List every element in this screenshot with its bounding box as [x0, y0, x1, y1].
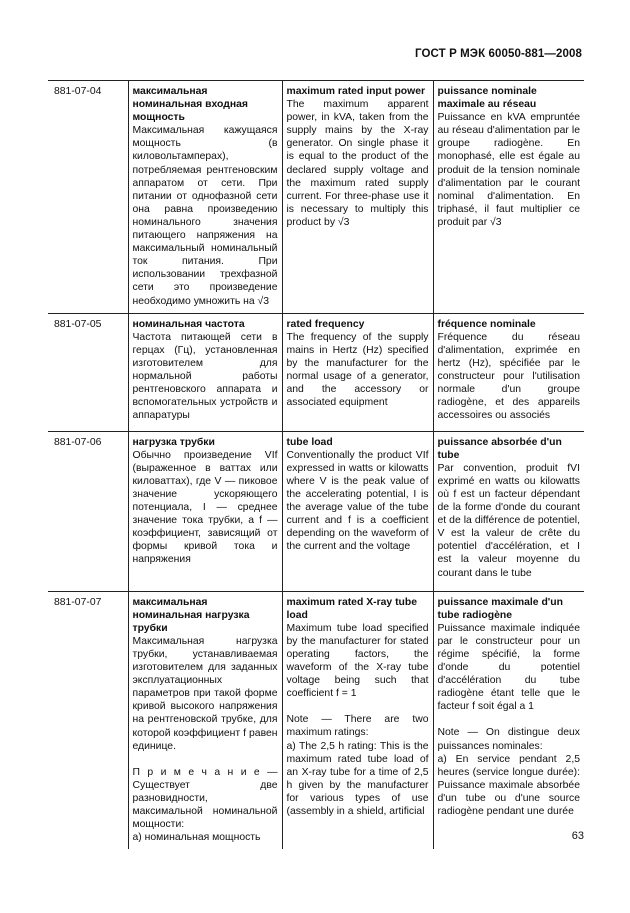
- en-note-item: a) The 2,5 h rating: This is the maximum rated tube load of an X-ray tube for a time of 2,5 h given by the manufacturer for various types of use (assembly in a shield, artificial: [286, 740, 429, 817]
- en-definition: Conventionally the product VIf expressed in watts or kilowatts where V is the peak value of the accelerating potential, I is the average value of the tube current and f is a coefficient depending on the waveform of the current and the voltage: [286, 449, 429, 553]
- table-row: [48, 591, 584, 849]
- ru-note: П р и м е ч а н и е — Существует две разновидности, максимальной номинальной мощности:: [132, 766, 278, 831]
- en-cell: [282, 591, 433, 849]
- en-term: tube load: [286, 436, 333, 448]
- ru-cell: [128, 313, 282, 431]
- en-term: maximum rated input power: [286, 86, 426, 97]
- fr-term: fréquence nominale: [437, 318, 536, 330]
- ru-cell: [128, 431, 282, 591]
- ru-cell: [128, 591, 282, 849]
- fr-note-item: a) En service pendant 2,5 heures (service longue durée): Puissance maximale absorbée d'un tube ou d'une source radiogène pendant une durée: [437, 753, 580, 817]
- en-cell: [282, 81, 433, 314]
- ru-definition: Обычно произведение VIf (выраженное в ваттах или киловаттах), где V — пиковое значение ускоряющего потенциала, I — среднее значение тока трубки, а f — коэффициент, зависящий от формы кривой тока и напряжения: [132, 449, 278, 566]
- ru-definition: Максимальная кажущаяся мощность (в киловольтамперах), потребляемая рентгеновским аппаратом от сети. При питании от однофазной сети она равна произведению номинального значения питающего напряжения на максимальный номинальный ток питания. При использовании трехфазной сети это произведение необходимо умножить на √3: [132, 125, 278, 307]
- ru-term: номинальная частота: [132, 318, 245, 330]
- table-row: [48, 81, 584, 314]
- fr-cell: [433, 591, 584, 849]
- fr-definition: Par convention, produit fVI exprimé en watts ou kilowatts où f est un facteur dépendant de la forme d'onde du courant et de la différence de potentiel, V est la valeur de crête du potentiel d'accélération, et I est la valeur moyenne du courant dans le tube: [437, 462, 580, 579]
- ru-term: максимальная номинальная нагрузка трубки: [132, 596, 250, 634]
- table-row: [48, 431, 584, 591]
- fr-term: puissance maximale d'un tube radiogène: [437, 596, 563, 621]
- en-term: maximum rated X-ray tube load: [286, 596, 418, 621]
- ru-term: нагрузка трубки: [132, 436, 215, 448]
- fr-definition: Puissance maximale indiquée par le constructeur pour un régime spécifié, la forme d'onde du potentiel d'accélération du tube radiogène étant telle que le facteur f soit égal a 1: [437, 622, 580, 713]
- fr-note: Note — On distingue deux puissances nominales:: [437, 727, 580, 752]
- fr-cell: [433, 313, 584, 431]
- en-cell: [282, 313, 433, 431]
- en-definition: Maximum tube load specified by the manufacturer for stated operating factors, the waveform of the X-ray tube voltage being such that coefficient f = 1: [286, 622, 429, 700]
- term-code: 881-07-07: [48, 591, 128, 849]
- fr-definition: Puissance en kVA empruntée au réseau d'alimentation par le groupe radiogène. En monophasé, elle est égale au produit de la tension nominale d'alimentation par le courant nominal d'alimentation. En triphasé, il faut multiplier ce produit par √3: [437, 112, 580, 228]
- ru-term: максимальная номинальная входная мощность: [132, 86, 248, 124]
- standard-header: ГОСТ Р МЭК 60050-881—2008: [415, 48, 582, 60]
- fr-cell: [433, 81, 584, 314]
- en-note: Note — There are two maximum ratings:: [286, 714, 429, 739]
- ru-cell: [128, 81, 282, 314]
- en-term: rated frequency: [286, 318, 365, 330]
- ru-definition: Максимальная нагрузка трубки, устанавливаемая изготовителем для заданных эксплуатационных параметров при такой форме кривой высокого напряжения на рентгеновской трубке, для которой коэффициент f равен единице.: [132, 635, 278, 752]
- fr-cell: [433, 431, 584, 591]
- en-cell: [282, 431, 433, 591]
- term-code: 881-07-06: [48, 431, 128, 591]
- terms-table: [48, 80, 584, 849]
- page-number: 63: [571, 830, 584, 842]
- fr-term: puissance nominale maximale au réseau: [437, 86, 537, 111]
- en-definition: The frequency of the supply mains in Hertz (Hz) specified by the manufacturer for the normal usage of a generator, and the accessory or associated equipment: [286, 331, 429, 409]
- term-code: 881-07-05: [48, 313, 128, 431]
- ru-definition: Частота питающей сети в герцах (Гц), установленная изготовителем для нормальной работы рентгеновского аппарата и вспомогательных устройств и аппаратуры: [132, 331, 278, 422]
- fr-term: puissance absorbée d'un tube: [437, 436, 562, 461]
- term-code: 881-07-04: [48, 81, 128, 314]
- table-row: [48, 313, 584, 431]
- fr-definition: Fréquence du réseau d'alimentation, exprimée en hertz (Hz), spécifiée par le constructeur pour l'utilisation normale d'un groupe radiogène, et des appareils accessoires ou associés: [437, 331, 580, 422]
- en-definition: The maximum apparent power, in kVA, taken from the supply mains by the X-ray generator. On single phase it is equal to the product of the declared supply voltage and the maximum rated supply current. For three-phase use it is necessary to multiply this product by √3: [286, 99, 429, 228]
- ru-note-item: а) номинальная мощность: [132, 832, 261, 844]
